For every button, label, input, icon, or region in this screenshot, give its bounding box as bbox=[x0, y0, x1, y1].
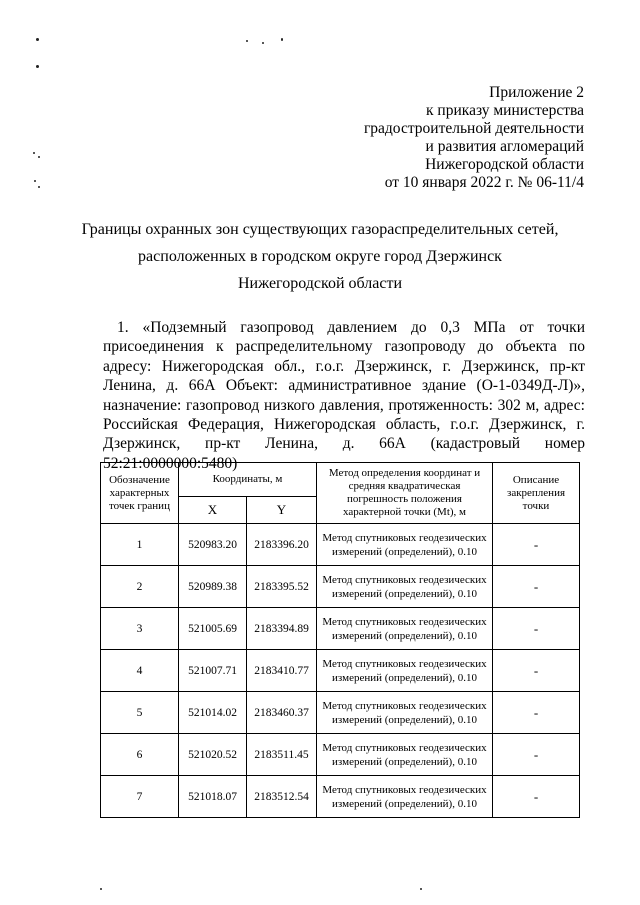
cell-y: 2183396.20 bbox=[247, 524, 317, 566]
cell-point: 4 bbox=[101, 650, 179, 692]
header-x: X bbox=[179, 497, 247, 524]
header-y: Y bbox=[247, 497, 317, 524]
appendix-line: Приложение 2 bbox=[489, 84, 584, 101]
cell-x: 521005.69 bbox=[179, 608, 247, 650]
scan-speck bbox=[33, 152, 35, 154]
cell-y: 2183511.45 bbox=[247, 734, 317, 776]
appendix-line: градостроительной деятельности bbox=[363, 120, 584, 137]
cell-method: Метод спутниковых геодезических измерений (определений), 0.10 bbox=[317, 650, 493, 692]
scan-speck bbox=[36, 38, 39, 41]
table-row bbox=[101, 524, 580, 566]
header-point-designation: Обозначение характерных точек границ bbox=[101, 463, 179, 524]
cell-y: 2183460.37 bbox=[247, 692, 317, 734]
cell-y: 2183512.54 bbox=[247, 776, 317, 818]
cell-description: - bbox=[493, 776, 580, 818]
cell-x: 521020.52 bbox=[179, 734, 247, 776]
scan-speck bbox=[100, 888, 102, 890]
title-line: Нижегородской области bbox=[237, 275, 402, 292]
table-row bbox=[101, 608, 580, 650]
title-line: расположенных в городском округе город Дзержинск bbox=[138, 248, 502, 265]
cell-description: - bbox=[493, 734, 580, 776]
cell-method: Метод спутниковых геодезических измерений (определений), 0.10 bbox=[317, 734, 493, 776]
cell-description: - bbox=[493, 650, 580, 692]
appendix-line: от 10 января 2022 г. № 06-11/4 bbox=[384, 174, 584, 191]
document-title bbox=[60, 216, 580, 297]
scan-speck bbox=[38, 186, 40, 188]
cell-method: Метод спутниковых геодезических измерений (определений), 0.10 bbox=[317, 692, 493, 734]
scan-speck bbox=[246, 40, 248, 42]
cell-point: 1 bbox=[101, 524, 179, 566]
cell-description: - bbox=[493, 566, 580, 608]
header-method: Метод определения координат и средняя квадратическая погрешность положения характерной точки (Mt), м bbox=[317, 463, 493, 524]
cell-method: Метод спутниковых геодезических измерений (определений), 0.10 bbox=[317, 566, 493, 608]
cell-x: 520983.20 bbox=[179, 524, 247, 566]
table-body bbox=[101, 524, 580, 818]
appendix-header bbox=[364, 84, 584, 192]
header-description: Описание закрепления точки bbox=[493, 463, 580, 524]
cell-x: 521014.02 bbox=[179, 692, 247, 734]
cell-y: 2183410.77 bbox=[247, 650, 317, 692]
cell-x: 521018.07 bbox=[179, 776, 247, 818]
scan-speck bbox=[420, 888, 422, 890]
cell-x: 521007.71 bbox=[179, 650, 247, 692]
object-description: 1. «Подземный газопровод давлением до 0,3 МПа от точки присоединения к распределительному газопроводу до объекта по адресу: Нижегородская обл., г.о.г. Дзержинск, г. Дзержинск, пр-кт Ленина, д. 66А Объект: административное здание (О-1-0349Д-Л)», назначение: газопровод низкого давления, протяженность: 302 м, адрес: Российская Федерация, Нижегородская область, г.о.г. Дзержинск, г. Дзержинск, пр-кт Ленина, д. 66А (кадастровый номер 52:21:0000000:5480) bbox=[103, 319, 585, 472]
cell-y: 2183395.52 bbox=[247, 566, 317, 608]
scan-speck bbox=[36, 65, 39, 68]
cell-y: 2183394.89 bbox=[247, 608, 317, 650]
scan-speck bbox=[34, 180, 36, 182]
cell-method: Метод спутниковых геодезических измерений (определений), 0.10 bbox=[317, 776, 493, 818]
header-coordinates: Координаты, м bbox=[179, 463, 317, 497]
cell-x: 520989.38 bbox=[179, 566, 247, 608]
table-row bbox=[101, 692, 580, 734]
scan-speck bbox=[281, 38, 283, 41]
table-row bbox=[101, 734, 580, 776]
table-row bbox=[101, 650, 580, 692]
cell-description: - bbox=[493, 524, 580, 566]
cell-description: - bbox=[493, 692, 580, 734]
cell-point: 2 bbox=[101, 566, 179, 608]
cell-point: 6 bbox=[101, 734, 179, 776]
scan-speck bbox=[262, 42, 264, 44]
appendix-line: Нижегородской области bbox=[425, 156, 584, 173]
appendix-line: и развития агломераций bbox=[425, 138, 584, 155]
cell-method: Метод спутниковых геодезических измерений (определений), 0.10 bbox=[317, 524, 493, 566]
cell-point: 3 bbox=[101, 608, 179, 650]
coordinates-table bbox=[100, 462, 580, 818]
table-row bbox=[101, 566, 580, 608]
cell-description: - bbox=[493, 608, 580, 650]
cell-point: 7 bbox=[101, 776, 179, 818]
cell-method: Метод спутниковых геодезических измерений (определений), 0.10 bbox=[317, 608, 493, 650]
appendix-line: к приказу министерства bbox=[426, 102, 584, 119]
title-line: Границы охранных зон существующих газораспределительных сетей, bbox=[81, 221, 559, 238]
scan-speck bbox=[38, 156, 40, 158]
cell-point: 5 bbox=[101, 692, 179, 734]
table-row bbox=[101, 776, 580, 818]
